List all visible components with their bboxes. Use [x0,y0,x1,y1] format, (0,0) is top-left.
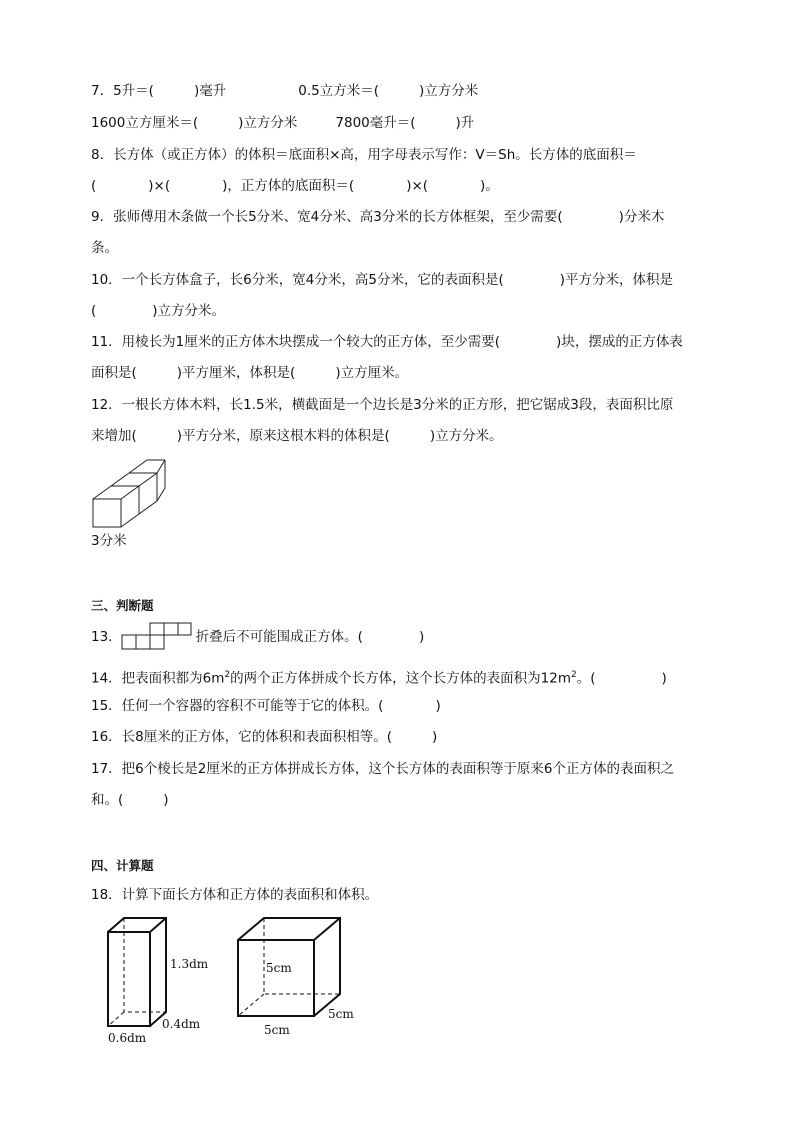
q12-text-a: 来增加( [91,428,137,444]
question-9-line-1 [91,207,664,227]
q7-text-f: )立方分米 [238,115,298,131]
cube-top-edge [314,918,340,940]
q12-text-c: )立方分米。 [429,428,503,444]
net-square [122,635,136,649]
question-12-line-1: 12．一根长方体木料，长1.5米，横截面是一个边长是3分米的正方形，把它锯成3段，表面积比原 [91,397,674,413]
q12-figure-label: 3分米 [91,533,127,549]
q17-end: ) [163,792,169,808]
q15-text: 15．任何一个容器的容积不可能等于它的体积。( [91,698,384,714]
q13-text: 折叠后不可能围成正方体。( [195,629,363,645]
cube-divider-1 [111,486,139,514]
top-edge-2 [121,460,165,499]
q9-text-b: )分米木 [618,209,665,225]
cuboid-top-edge [150,918,166,932]
cuboid-figure [100,912,220,1046]
question-11-line-1 [91,332,683,352]
question-15 [91,696,441,716]
q8-text-a: ( [91,178,97,194]
q8-text-e: )。 [480,178,499,194]
q7-text-g: 7800毫升＝( [335,115,416,131]
q10-text-b: )平方分米，体积是 [559,272,673,288]
question-16 [91,727,437,747]
net-square [150,623,164,635]
q9-text-a: 9．张师傅用木条做一个长5分米、宽4分米、高3分米的长方体框架，至少需要( [91,209,563,225]
q11-text-c: 面积是( [91,365,137,381]
cube-length-label: 5cm [264,1023,290,1037]
q14-text-c: 。( [576,670,596,687]
question-9-line-2: 条。 [91,240,118,256]
q10-text-a: 10．一个长方体盒子，长6分米，宽4分米，高5分米，它的表面积是( [91,272,504,288]
question-7-line-1 [91,81,478,101]
q8-text-b: )×( [148,178,171,194]
question-17-line-1: 17．把6个棱长是2厘米的正方体拼成长方体，这个长方体的表面积等于原来6个正方体的表面积之 [91,761,674,777]
cuboid-hidden-edge [108,1012,124,1026]
q16-text: 16．长8厘米的正方体，它的体积和表面积相等。( [91,729,393,745]
question-11-line-2 [91,363,408,383]
q16-end: ) [432,729,438,745]
q11-text-d: )平方厘米，体积是( [176,365,296,381]
cuboid-back-edges [108,918,166,1026]
q10-text-c: ( [91,303,97,319]
question-17-line-2 [91,790,169,810]
q17-text: 和。( [91,792,124,808]
q14-sup-1: 2 [224,670,231,680]
question-10-line-1 [91,270,673,290]
cube-figure [230,912,360,1042]
cube-hidden-edges [264,918,340,994]
q7-text-b: )毫升 [193,83,227,99]
question-14 [91,665,667,689]
cube-divider-2 [129,473,157,501]
q8-text-d: )×( [406,178,429,194]
q7-text-d: )立方分米 [418,83,479,99]
q11-text-a: 11．用棱长为1厘米的正方体木块摆成一个较大的正方体，至少需要( [91,334,501,350]
front-face [93,499,121,527]
question-18: 18．计算下面长方体和正方体的表面积和体积。 [91,887,379,903]
q10-text-d: )立方分米。 [152,303,226,319]
q7-text-e: 1600立方厘米＝( [91,115,199,131]
cube-hidden-edge [238,994,264,1016]
net-square [136,635,150,649]
q12-text-b: )平方分米，原来这根木料的体积是( [176,428,390,444]
q15-end: ) [435,698,441,714]
q14-sup-2: 2 [571,670,577,680]
cube-net-figure [120,621,194,651]
question-8-line-1: 8．长方体（或正方体）的体积＝底面积×高，用字母表示写作：V＝Sh。长方体的底面积＝ [91,147,637,163]
q14-text-a: 14．把表面积都为6m [91,670,225,687]
cuboid-width-label: 0.4dm [162,1017,201,1031]
net-square [164,623,178,635]
cuboid-height-label: 1.3dm [170,957,209,971]
cube-height-label: 5cm [266,961,292,975]
wood-beam-figure [88,452,172,530]
question-10-line-2 [91,301,225,321]
cuboid-length-label: 0.6dm [108,1031,147,1045]
q11-text-b: )块，摆成的正方体表 [556,334,683,350]
section-3-heading: 三、判断题 [91,598,154,613]
q11-text-e: )立方厘米。 [335,365,409,381]
q14-text-b: 的两个正方体拼成个长方体，这个长方体的表面积为12m [230,670,571,687]
question-8-line-2 [91,176,499,196]
q8-text-c: )，正方体的底面积＝( [222,178,355,194]
q7-text-h: )升 [455,115,475,131]
net-square [178,623,191,635]
question-7-line-2 [91,113,474,133]
q7-text-a: 7．5升＝( [91,83,154,99]
q14-end: ) [661,670,667,687]
cube-front-face [238,940,314,1016]
cube-depth-label: 5cm [328,1007,354,1021]
q13-number: 13． [91,629,122,645]
q13-end: ) [418,629,425,645]
net-square [150,635,164,649]
section-4-heading: 四、计算题 [91,858,154,873]
question-12-line-2 [91,426,503,446]
q7-text-c: 0.5立方米＝( [298,83,379,99]
